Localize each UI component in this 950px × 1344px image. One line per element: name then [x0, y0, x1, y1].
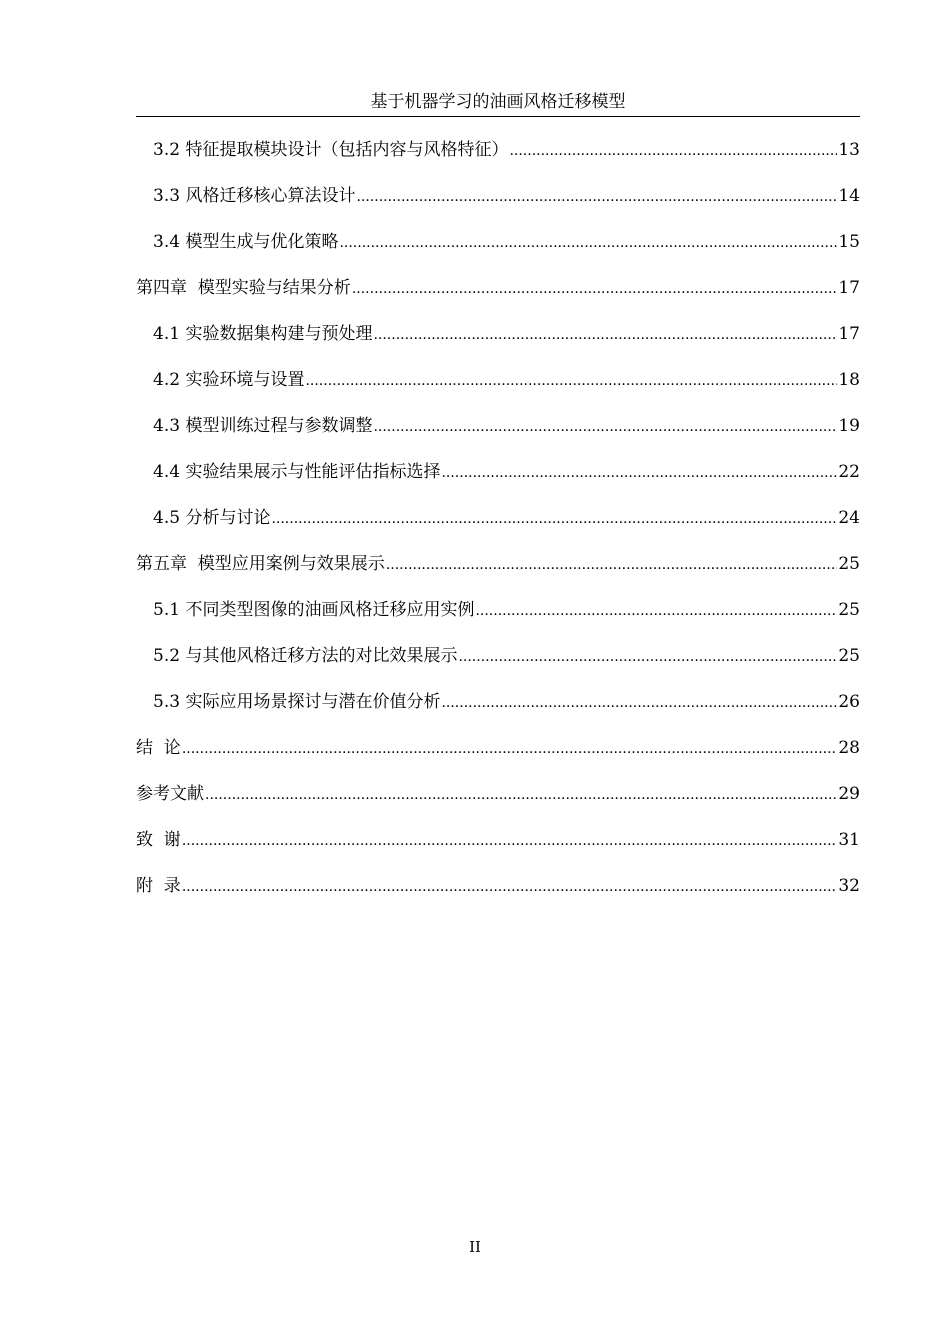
toc-dot-leader	[271, 506, 837, 532]
toc-entry-title: 4.1 实验数据集构建与预处理	[153, 324, 373, 344]
toc-entry[interactable]	[136, 827, 860, 873]
toc-entry-title: 5.2 与其他风格迁移方法的对比效果展示	[153, 646, 458, 666]
toc-entry-page: 17	[838, 278, 860, 298]
toc-entry-title: 4.2 实验环境与设置	[153, 370, 305, 390]
toc-entry[interactable]	[136, 551, 860, 597]
toc-entry[interactable]	[136, 459, 860, 505]
document-title: 基于机器学习的油画风格迁移模型	[370, 92, 626, 112]
toc-dot-leader	[339, 230, 837, 256]
toc-dot-leader	[356, 184, 837, 210]
toc-dot-leader	[305, 368, 837, 394]
toc-entry-page: 19	[838, 416, 860, 436]
toc-entry[interactable]	[136, 597, 860, 643]
toc-entry[interactable]	[136, 413, 860, 459]
toc-entry-title: 4.4 实验结果展示与性能评估指标选择	[153, 462, 441, 482]
toc-dot-leader	[182, 828, 838, 854]
toc-entry[interactable]	[136, 643, 860, 689]
toc-entry[interactable]	[136, 735, 860, 781]
toc-entry[interactable]	[136, 367, 860, 413]
toc-entry-page: 31	[838, 830, 860, 850]
toc-entry-title: 5.1 不同类型图像的油画风格迁移应用实例	[153, 600, 475, 620]
toc-entry[interactable]	[136, 229, 860, 275]
toc-entry-title: 致 谢	[136, 830, 181, 850]
toc-entry-page: 25	[838, 554, 860, 574]
toc-dot-leader	[386, 552, 838, 578]
toc-entry-page: 25	[838, 646, 860, 666]
toc-entry-title: 5.3 实际应用场景探讨与潜在价值分析	[153, 692, 441, 712]
page-header	[136, 90, 860, 117]
toc-entry-title: 第五章 模型应用案例与效果展示	[136, 554, 385, 574]
toc-entry-title: 结 论	[136, 738, 181, 758]
toc-entry-page: 14	[838, 186, 860, 206]
toc-entry-page: 15	[838, 232, 860, 252]
table-of-contents	[136, 137, 860, 919]
toc-entry[interactable]	[136, 137, 860, 183]
toc-entry-page: 26	[838, 692, 860, 712]
toc-dot-leader	[182, 874, 838, 900]
toc-entry-title: 附 录	[136, 876, 181, 896]
toc-entry-title: 参考文献	[136, 784, 204, 804]
toc-entry[interactable]	[136, 505, 860, 551]
toc-entry[interactable]	[136, 321, 860, 367]
page-number: II	[469, 1238, 481, 1256]
toc-entry-title: 4.3 模型训练过程与参数调整	[153, 416, 373, 436]
toc-entry-page: 32	[838, 876, 860, 896]
toc-entry-title: 3.3 风格迁移核心算法设计	[153, 186, 356, 206]
toc-entry-page: 13	[838, 140, 860, 160]
toc-entry-page: 18	[838, 370, 860, 390]
toc-entry-page: 28	[838, 738, 860, 758]
toc-dot-leader	[441, 690, 837, 716]
toc-dot-leader	[475, 598, 837, 624]
toc-entry[interactable]	[136, 689, 860, 735]
toc-dot-leader	[182, 736, 838, 762]
toc-dot-leader	[373, 414, 837, 440]
toc-entry-page: 25	[838, 600, 860, 620]
toc-dot-leader	[458, 644, 837, 670]
toc-entry-title: 3.4 模型生成与优化策略	[153, 232, 339, 252]
toc-entry[interactable]	[136, 275, 860, 321]
toc-dot-leader	[205, 782, 837, 808]
toc-entry-page: 22	[838, 462, 860, 482]
toc-entry-page: 24	[838, 508, 860, 528]
toc-entry-title: 第四章 模型实验与结果分析	[136, 278, 351, 298]
toc-dot-leader	[441, 460, 837, 486]
toc-entry[interactable]	[136, 873, 860, 919]
toc-entry-title: 4.5 分析与讨论	[153, 508, 271, 528]
toc-dot-leader	[509, 138, 837, 164]
toc-dot-leader	[373, 322, 837, 348]
toc-entry-page: 29	[838, 784, 860, 804]
toc-dot-leader	[352, 276, 838, 302]
toc-entry[interactable]	[136, 781, 860, 827]
toc-entry-page: 17	[838, 324, 860, 344]
toc-entry-title: 3.2 特征提取模块设计（包括内容与风格特征）	[153, 140, 509, 160]
toc-entry[interactable]	[136, 183, 860, 229]
